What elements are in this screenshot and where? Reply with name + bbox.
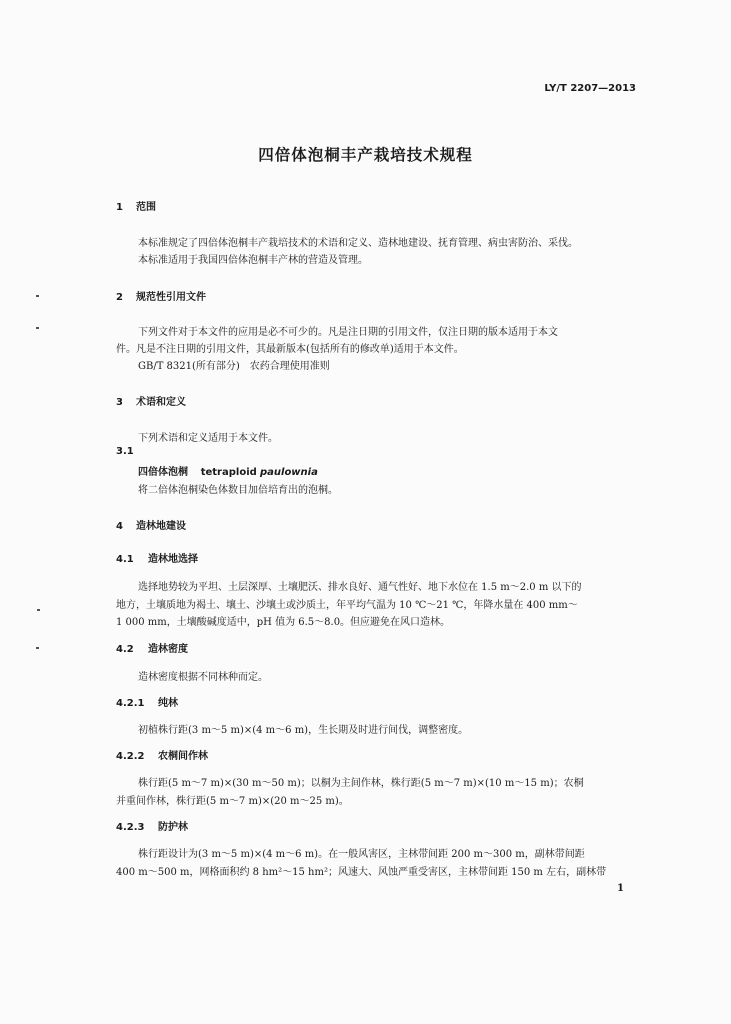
subsection-4-2-1-heading [116,694,178,709]
paragraph-line: 400 m～500 m，网格面积约 8 hm²～15 hm²；风速大、风蚀严重受害区，主林带间距 150 m 左右，副林带 [116,867,607,878]
paragraph-line: 地方，土壤质地为褐土、壤土、沙壤土或沙质土，年平均气温为 10 ℃～21 ℃，年降水量在 400 mm～ [116,600,578,611]
subsection-title: 纯林 [158,698,178,709]
section-1-heading [116,198,156,213]
section-number: 1 [116,202,123,213]
paragraph-line: 造林密度根据不同林种而定。 [138,672,268,683]
section-4-heading [116,517,186,532]
page-number: 1 [617,883,624,894]
section-number: 3 [116,397,123,408]
paragraph-line: 本标准适用于我国四倍体泡桐丰产林的营造及管理。 [138,255,368,266]
term-english: tetraploid [200,467,257,478]
subsection-title: 造林密度 [148,644,188,655]
paragraph-line: 株行距(5 m～7 m)×(30 m～50 m)；以桐为主间作林，株行距(5 m～7 m)×(10 m～15 m)；农桐 [138,778,584,789]
subsection-title: 防护林 [158,822,188,833]
subsection-number: 4.2 [116,644,134,655]
term-definition: 将二倍体泡桐染色体数目加倍培育出的泡桐。 [138,485,338,496]
section-title: 术语和定义 [136,397,186,408]
term-number: 3.1 [116,446,134,457]
subsection-4-1-heading [116,550,198,565]
subsection-title: 农桐间作林 [158,751,208,762]
scan-speck [36,295,39,297]
paragraph-line: 并重间作林，株行距(5 m～7 m)×(20 m～25 m)。 [116,796,349,807]
term-chinese: 四倍体泡桐 [138,467,188,478]
section-title: 规范性引用文件 [136,292,206,303]
paragraph-line: 株行距设计为(3 m～5 m)×(4 m～6 m)。在一般风害区，主林带间距 200 m～300 m，副林带间距 [138,849,585,860]
document-title: 四倍体泡桐丰产栽培技术规程 [258,146,473,164]
paragraph-line: 件。凡是不注日期的引用文件，其最新版本(包括所有的修改单)适用于本文件。 [116,344,464,355]
scan-speck [36,647,39,649]
subsection-4-2-2-heading [116,747,208,762]
subsection-4-2-heading [116,640,188,655]
paragraph-line: 下列文件对于本文件的应用是必不可少的。凡是注日期的引用文件，仅注日期的版本适用于本文 [138,327,558,338]
subsection-number: 4.1 [116,554,134,565]
paragraph-line: 本标准规定了四倍体泡桐丰产栽培技术的术语和定义、造林地建设、抚育管理、病虫害防治、采伐。 [138,238,578,249]
section-3-heading [116,393,186,408]
section-number: 4 [116,521,123,532]
scan-speck [36,327,39,329]
subsection-number: 4.2.2 [116,751,145,762]
subsection-title: 造林地选择 [148,554,198,565]
normative-reference: GB/T 8321(所有部分) 农药合理使用准则 [138,361,330,372]
paragraph-line: 选择地势较为平坦、土层深厚、土壤肥沃、排水良好、通气性好、地下水位在 1.5 m～2.0 m 以下的 [138,582,582,593]
subsection-number: 4.2.1 [116,698,145,709]
subsection-number: 4.2.3 [116,822,145,833]
paragraph-line: 1 000 mm，土壤酸碱度适中，pH 值为 6.5～8.0。但应避免在风口造林。 [116,617,451,628]
term-entry [138,463,318,478]
scan-speck [37,609,40,611]
subsection-4-2-3-heading [116,818,188,833]
paragraph-line: 下列术语和定义适用于本文件。 [138,433,278,444]
section-title: 范围 [136,202,156,213]
term-english-italic: paulownia [259,467,318,478]
standard-number: LY/T 2207—2013 [544,83,636,94]
section-title: 造林地建设 [136,521,186,532]
paragraph-line: 初植株行距(3 m～5 m)×(4 m～6 m)，生长期及时进行间伐，调整密度。 [138,725,469,736]
section-number: 2 [116,292,123,303]
section-2-heading [116,288,206,303]
